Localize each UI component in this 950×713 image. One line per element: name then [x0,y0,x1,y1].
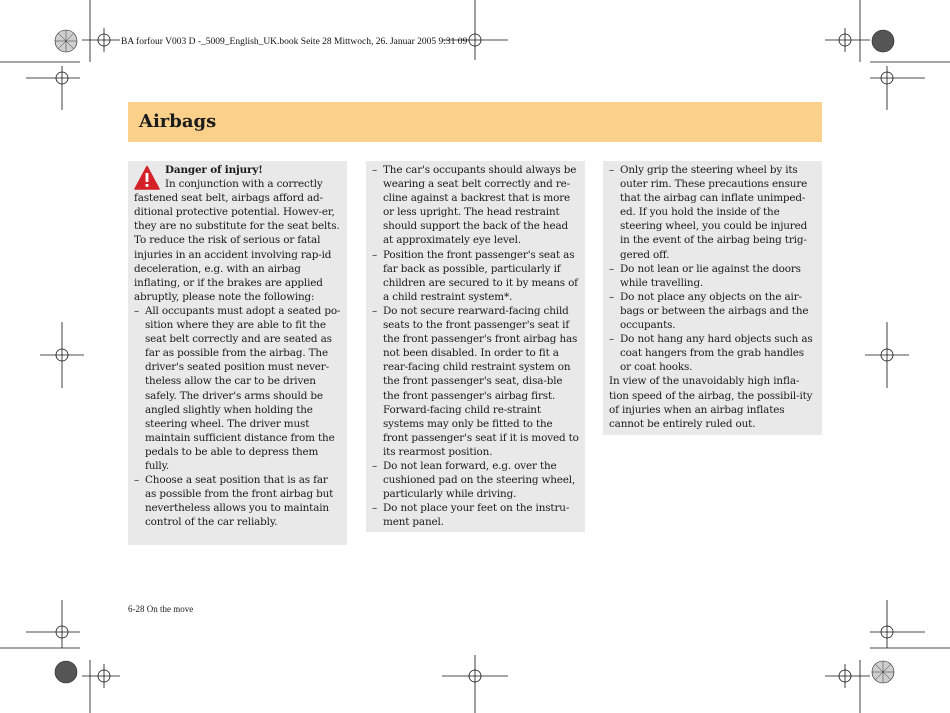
column-1 [128,161,347,545]
list-item: – Only grip the steering wheel by its outer rim. These precautions ensure that the airbag can inflate unimped-ed. If you hold the inside of the steering wheel, you could be injured in the event of the airbag being trig-gered off. [609,163,817,262]
page-footer: 6-28 On the move [128,604,194,614]
list-item: – The car's occupants should always be wearing a seat belt correctly and re-cline against a backrest that is more or less upright. The head restraint should support the back of the head at approximately eye level. [372,163,580,248]
list-item: – Do not lean or lie against the doors while travelling. [609,262,817,290]
print-info: BA forfour V003 D -_5009_English_UK.book Seite 28 Mittwoch, 26. Januar 2005 9:31 09 [121,37,468,47]
list-item: – Do not place any objects on the air-bags or between the airbags and the occupants. [609,290,817,332]
instruction-list [609,163,817,374]
instruction-list [134,304,342,530]
instruction-list [372,163,580,529]
warning-text: In conjunction with a correctly fastened seat belt, airbags afford ad-ditional protective potential. Howev-er, they are no substitute for the seat belts. [134,178,340,233]
list-item: – Do not hang any hard objects such as coat hangers from the grab handles or coat hooks. [609,332,817,374]
list-item: – Do not secure rearward-facing child seats to the front passenger's seat if the front passenger's front airbag has not been disabled. In order to fit a rear-facing child restraint system on the front passenger's seat, disa-ble the front passenger's airbag first. Forward-facing child re-straint systems may only be fitted to the front passenger's seat if it is moved to its rearmost position. [372,304,580,459]
warning-triangle-icon [134,165,160,191]
warning-title: Danger of injury! [165,164,263,176]
list-item: – Choose a seat position that is as far as possible from the front airbag but nevertheless allows you to maintain control of the car reliably. [134,473,342,529]
section-title-bar [128,102,822,142]
list-item: – All occupants must adopt a seated po-sition where they are able to fit the seat belt correctly and are seated as far as possible from the airbag. The driver's seated position must never-theless allow the car to be driven safely. The driver's arms should be angled slightly when holding the steering wheel. The driver must maintain sufficient distance from the pedals to be able to depress them fully. [134,304,342,473]
list-item: – Do not place your feet on the instru-ment panel. [372,501,580,529]
section-title: Airbags [139,111,217,132]
column-3 [603,161,822,435]
list-item: – Position the front passenger's seat as far back as possible, particularly if children are secured to it by means of a child restraint system*. [372,248,580,304]
closing-text: In view of the unavoidably high infla-tion speed of the airbag, the possibil-ity of injuries when an airbag inflates cannot be entirely ruled out. [609,375,813,430]
list-item: – Do not lean forward, e.g. over the cushioned pad on the steering wheel, particularly while driving. [372,459,580,501]
column-2 [366,161,585,532]
intro-text: To reduce the risk of serious or fatal injuries in an accident involving rap-id deceleration, e.g. with an airbag inflating, or if the brakes are applied abruptly, please note the following: [134,234,332,303]
